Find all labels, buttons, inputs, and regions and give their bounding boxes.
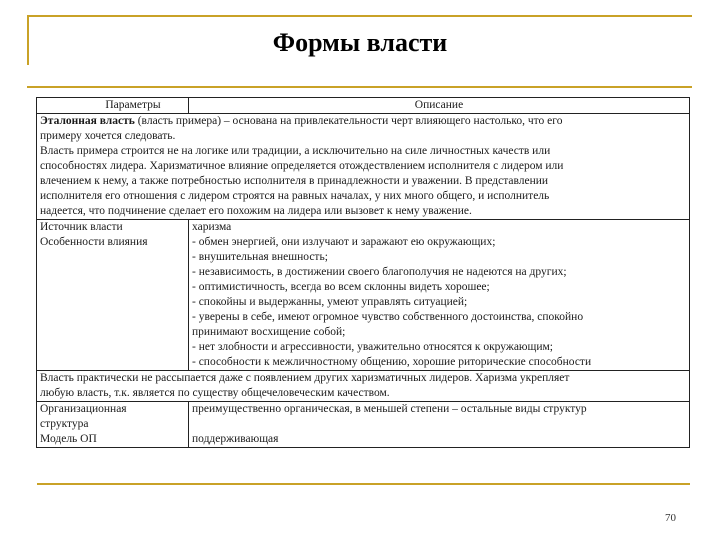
feature-item: - уверены в себе, имеют огромное чувство собственного достоинства, спокойно: [192, 311, 584, 323]
header-description: Описание: [189, 98, 690, 114]
definition-line: [40, 114, 686, 129]
feature-item: - способности к межличностному общению, хорошие риторические способности: [192, 356, 592, 368]
org-label-cell: [37, 402, 189, 448]
table-row: [37, 220, 690, 371]
power-forms-table: [36, 97, 690, 448]
org-label: структура: [40, 418, 89, 430]
decorative-divider: [27, 86, 692, 88]
feature-item: - внушительная внешность;: [192, 251, 328, 263]
paragraph-line: исполнителя его отношения с лидером строятся на равных началах, у них много общего, и исполнитель: [40, 190, 550, 202]
paragraph-line: Власть примера строится не на логике или традиции, а исключительно на силе личностных качеств или: [40, 145, 551, 157]
term-label-tail: (власть примера): [134, 115, 222, 127]
term-definition: – основана на привлекательности черт влияющего настолько, что его: [221, 115, 563, 127]
org-model-value: поддерживающая: [192, 433, 279, 445]
org-label: Организационная: [40, 403, 127, 415]
source-value-cell: [189, 220, 690, 371]
feature-item: - независимость, в достижении своего благополучия не надеются на других;: [192, 266, 567, 278]
paragraph-line: надеется, что подчинение сделает его похожим на лидера или вызовет к нему уважение.: [40, 205, 472, 217]
paragraph-line: влечением к нему, а также потребностью исполнителя в принадлежности и уважении. В представлении: [40, 175, 549, 187]
term-label: Эталонная власть: [40, 115, 135, 127]
feature-item: - оптимистичность, всегда во всем склонны видеть хорошее;: [192, 281, 490, 293]
paragraph-line: способностях лидера. Харизматичное влияние определяется отождествлением исполнителя с лидером или: [40, 160, 564, 172]
influence-label: Особенности влияния: [40, 236, 148, 248]
feature-item: - обмен энергией, они излучают и заражают ею окружающих;: [192, 236, 496, 248]
table-row: [37, 371, 690, 402]
source-label: Источник власти: [40, 221, 123, 233]
example-power-cell: [37, 114, 690, 220]
org-structure-value: преимущественно органическая, в меньшей степени – остальные виды структур: [192, 403, 587, 415]
table-row: [37, 114, 690, 220]
decorative-top-line: [27, 15, 692, 17]
decorative-bottom-line: [37, 483, 690, 485]
header-params: Параметры: [37, 98, 189, 114]
note-cell: [37, 371, 690, 402]
note-line: любую власть, т.к. является по существу общечеловеческим качеством.: [40, 387, 390, 399]
note-line: Власть практически не рассыпается даже с появлением других харизматичных лидеров. Харизма укрепляет: [40, 372, 570, 384]
org-value-cell: [189, 402, 690, 448]
source-value: харизма: [192, 221, 232, 233]
feature-item: - спокойны и выдержанны, умеют управлять ситуацией;: [192, 296, 468, 308]
table-header-row: [37, 98, 690, 114]
source-label-cell: [37, 220, 189, 371]
paragraph-line: примеру хочется следовать.: [40, 130, 176, 142]
model-label: Модель ОП: [40, 433, 97, 445]
feature-item: принимают восхищение собой;: [192, 326, 346, 338]
feature-item: - нет злобности и агрессивности, уважительно относятся к окружающим;: [192, 341, 553, 353]
slide-title: Формы власти: [272, 28, 448, 57]
page-number: 70: [665, 512, 676, 524]
table-row: [37, 402, 690, 448]
